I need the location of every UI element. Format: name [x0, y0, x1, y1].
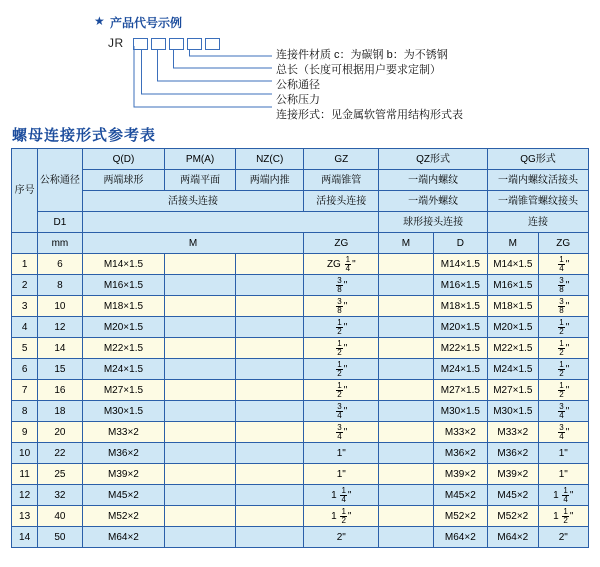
cell-qg-m: M36×2 [488, 443, 538, 464]
cell-qz-m [379, 275, 433, 296]
header-pm: PM(A) [165, 149, 236, 170]
cell-qg-m: M27×1.5 [488, 380, 538, 401]
cell-gz: 1" [304, 443, 379, 464]
cell-seq: 14 [12, 527, 38, 548]
cell-pm [165, 443, 236, 464]
cell-pm [165, 506, 236, 527]
cell-pm [165, 527, 236, 548]
cell-nz [235, 359, 304, 380]
cell-qz-m [379, 359, 433, 380]
header-unit-mm: mm [38, 233, 82, 254]
cell-qz-d: M18×1.5 [433, 296, 487, 317]
table-row [12, 254, 589, 275]
cell-gz: $\frac{1}{2}$ " [304, 338, 379, 359]
cell-qz-d: M24×1.5 [433, 359, 487, 380]
code-box [169, 38, 184, 50]
header-unit-qz-m: M [379, 233, 433, 254]
cell-pm [165, 401, 236, 422]
header-seq-label: 序号 [14, 185, 35, 196]
cell-qg-zg: $\frac{1}{2}$ " [538, 338, 589, 359]
header-qz-sub: 一端外螺纹 [379, 191, 488, 212]
cell-dn: 14 [38, 338, 82, 359]
header-unit-seq [12, 233, 38, 254]
cell-nz [235, 464, 304, 485]
legend-item-nominal-diameter: 公称通径 [276, 79, 320, 91]
cell-qz-d: M30×1.5 [433, 401, 487, 422]
cell-nz [235, 506, 304, 527]
cell-qg-m: M30×1.5 [488, 401, 538, 422]
cell-dn: 15 [38, 359, 82, 380]
cell-qg-zg: $\frac{3}{8}$ " [538, 275, 589, 296]
cell-pm [165, 485, 236, 506]
code-box [133, 38, 148, 50]
cell-qz-d: M64×2 [433, 527, 487, 548]
cell-qd: M24×1.5 [82, 359, 165, 380]
cell-qd: M36×2 [82, 443, 165, 464]
cell-gz: $\frac{1}{2}$ " [304, 380, 379, 401]
cell-qg-m: M18×1.5 [488, 296, 538, 317]
header-row-2 [12, 170, 589, 191]
cell-seq: 9 [12, 422, 38, 443]
header-gz: GZ [304, 149, 379, 170]
table-row [12, 275, 589, 296]
legend-item-material: 连接件材质 c：为碳钢 b：为不锈钢 [276, 49, 448, 61]
cell-qz-m [379, 380, 433, 401]
cell-pm [165, 464, 236, 485]
cell-gz: 1 $\frac{1}{2}$ " [304, 506, 379, 527]
header-dn: 公称通径 [38, 149, 82, 212]
cell-qg-zg: 1" [538, 443, 589, 464]
cell-qz-m [379, 254, 433, 275]
cell-qg-zg: $\frac{3}{4}$ " [538, 422, 589, 443]
code-prefix: JR [108, 36, 124, 50]
cell-qg-zg: $\frac{1}{4}$ " [538, 254, 589, 275]
cell-nz [235, 275, 304, 296]
header-row-units [12, 233, 589, 254]
cell-qz-d: M14×1.5 [433, 254, 487, 275]
cell-seq: 13 [12, 506, 38, 527]
table-row [12, 296, 589, 317]
cell-qz-d: M16×1.5 [433, 275, 487, 296]
cell-qz-d: M20×1.5 [433, 317, 487, 338]
cell-qd: M33×2 [82, 422, 165, 443]
cell-qd: M27×1.5 [82, 380, 165, 401]
cell-seq: 7 [12, 380, 38, 401]
header-qg: QG形式 [488, 149, 589, 170]
header-row-3 [12, 191, 589, 212]
cell-qg-m: M39×2 [488, 464, 538, 485]
cell-qz-m [379, 464, 433, 485]
legend-item-connection-type: 连接形式：见金属软管常用结构形式表 [276, 109, 463, 121]
star-icon: ★ [94, 14, 105, 28]
header-row-4 [12, 212, 589, 233]
cell-nz [235, 485, 304, 506]
cell-qg-zg: $\frac{1}{2}$ " [538, 380, 589, 401]
cell-qz-m [379, 422, 433, 443]
cell-qg-zg: 1 $\frac{1}{2}$ " [538, 506, 589, 527]
header-qz-desc: 一端内螺纹 [379, 170, 488, 191]
cell-seq: 10 [12, 443, 38, 464]
table-row [12, 380, 589, 401]
cell-qg-m: M20×1.5 [488, 317, 538, 338]
table-row [12, 485, 589, 506]
cell-qd: M39×2 [82, 464, 165, 485]
table-header [12, 149, 589, 254]
cell-qd: M14×1.5 [82, 254, 165, 275]
cell-seq: 5 [12, 338, 38, 359]
header-gz-sub: 活接头连接 [304, 191, 379, 212]
header-qd-sub: 活接头连接 [82, 191, 304, 212]
cell-nz [235, 443, 304, 464]
table-body [12, 254, 589, 548]
cell-seq: 11 [12, 464, 38, 485]
header-unit-zg: ZG [304, 233, 379, 254]
cell-qg-zg: 1" [538, 464, 589, 485]
cell-gz: 2" [304, 527, 379, 548]
cell-qz-d: M52×2 [433, 506, 487, 527]
cell-qz-m [379, 485, 433, 506]
table-row [12, 338, 589, 359]
header-qz-sub2: 球形接头连接 [379, 212, 488, 233]
cell-qd: M30×1.5 [82, 401, 165, 422]
cell-qz-m [379, 338, 433, 359]
header-qg-sub2: 连接 [488, 212, 589, 233]
cell-pm [165, 317, 236, 338]
cell-gz: ZG $\frac{1}{4}$ " [304, 254, 379, 275]
cell-dn: 50 [38, 527, 82, 548]
cell-qg-m: M33×2 [488, 422, 538, 443]
header-unit-m: M [82, 233, 304, 254]
code-box [187, 38, 202, 50]
cell-qg-zg: 1 $\frac{1}{4}$ " [538, 485, 589, 506]
cell-qz-d: M27×1.5 [433, 380, 487, 401]
cell-nz [235, 380, 304, 401]
cell-qz-m [379, 401, 433, 422]
cell-qz-d: M39×2 [433, 464, 487, 485]
cell-qd: M22×1.5 [82, 338, 165, 359]
cell-gz: $\frac{3}{4}$ " [304, 422, 379, 443]
nut-connection-table [11, 148, 589, 548]
cell-nz [235, 254, 304, 275]
cell-qg-m: M45×2 [488, 485, 538, 506]
cell-dn: 18 [38, 401, 82, 422]
header-row-1 [12, 149, 589, 170]
header-qg-sub: 一端锥管螺纹接头 [488, 191, 589, 212]
cell-nz [235, 527, 304, 548]
cell-dn: 12 [38, 317, 82, 338]
cell-qg-m: M52×2 [488, 506, 538, 527]
cell-dn: 16 [38, 380, 82, 401]
cell-pm [165, 359, 236, 380]
cell-qd: M64×2 [82, 527, 165, 548]
cell-qz-m [379, 296, 433, 317]
cell-pm [165, 422, 236, 443]
header-seq [12, 149, 38, 233]
header-nz: NZ(C) [235, 149, 304, 170]
legend-item-length: 总长（长度可根据用户要求定制） [276, 64, 441, 76]
table-row [12, 359, 589, 380]
header-qd-desc: 两端球形 [82, 170, 165, 191]
cell-qg-zg: $\frac{3}{4}$ " [538, 401, 589, 422]
cell-qz-d: M22×1.5 [433, 338, 487, 359]
cell-seq: 8 [12, 401, 38, 422]
table-row [12, 422, 589, 443]
header-qg-desc: 一端内螺纹活接头 [488, 170, 589, 191]
header-qz: QZ形式 [379, 149, 488, 170]
table-row [12, 464, 589, 485]
cell-qg-m: M24×1.5 [488, 359, 538, 380]
cell-seq: 3 [12, 296, 38, 317]
cell-nz [235, 338, 304, 359]
legend-items [276, 48, 463, 123]
cell-qg-zg: $\frac{1}{2}$ " [538, 317, 589, 338]
cell-seq: 4 [12, 317, 38, 338]
cell-qg-m: M14×1.5 [488, 254, 538, 275]
cell-qg-zg: $\frac{3}{8}$ " [538, 296, 589, 317]
cell-pm [165, 296, 236, 317]
cell-qz-d: M36×2 [433, 443, 487, 464]
header-nz-desc: 两端内推 [235, 170, 304, 191]
cell-qz-m [379, 443, 433, 464]
cell-gz: 1 $\frac{1}{4}$ " [304, 485, 379, 506]
cell-qg-m: M64×2 [488, 527, 538, 548]
cell-gz: $\frac{3}{8}$ " [304, 275, 379, 296]
header-unit-qz-d: D [433, 233, 487, 254]
cell-dn: 25 [38, 464, 82, 485]
header-pm-desc: 两端平面 [165, 170, 236, 191]
cell-dn: 20 [38, 422, 82, 443]
cell-nz [235, 401, 304, 422]
page-title: 螺母连接形式参考表 [12, 127, 157, 144]
nut-connection-table-wrapper [11, 148, 589, 548]
code-boxes [133, 38, 220, 50]
cell-qg-m: M16×1.5 [488, 275, 538, 296]
cell-qg-m: M22×1.5 [488, 338, 538, 359]
header-gz-desc: 两端锥管 [304, 170, 379, 191]
cell-qd: M52×2 [82, 506, 165, 527]
cell-qz-m [379, 527, 433, 548]
table-row [12, 443, 589, 464]
cell-qz-m [379, 317, 433, 338]
cell-dn: 6 [38, 254, 82, 275]
table-row [12, 506, 589, 527]
product-code-legend [0, 0, 600, 121]
table-row [12, 317, 589, 338]
cell-dn: 8 [38, 275, 82, 296]
table-row [12, 527, 589, 548]
table-row [12, 401, 589, 422]
code-box [151, 38, 166, 50]
cell-pm [165, 254, 236, 275]
cell-nz [235, 317, 304, 338]
cell-qz-d: M33×2 [433, 422, 487, 443]
header-d1: D1 [38, 212, 82, 233]
cell-qz-d: M45×2 [433, 485, 487, 506]
cell-qz-m [379, 506, 433, 527]
cell-gz: 1" [304, 464, 379, 485]
header-qd: Q(D) [82, 149, 165, 170]
cell-qg-zg: 2" [538, 527, 589, 548]
legend-item-nominal-pressure: 公称压力 [276, 94, 320, 106]
cell-qg-zg: $\frac{1}{2}$ " [538, 359, 589, 380]
cell-nz [235, 422, 304, 443]
code-box [205, 38, 220, 50]
cell-gz: $\frac{1}{2}$ " [304, 317, 379, 338]
header-unit-qg-zg: ZG [538, 233, 589, 254]
cell-seq: 12 [12, 485, 38, 506]
header-unit-qg-m: M [488, 233, 538, 254]
cell-dn: 22 [38, 443, 82, 464]
cell-qd: M18×1.5 [82, 296, 165, 317]
cell-seq: 2 [12, 275, 38, 296]
header-blank [82, 212, 379, 233]
cell-dn: 32 [38, 485, 82, 506]
legend-title: 产品代号示例 [110, 16, 183, 30]
cell-seq: 1 [12, 254, 38, 275]
cell-qd: M45×2 [82, 485, 165, 506]
cell-seq: 6 [12, 359, 38, 380]
cell-gz: $\frac{1}{2}$ " [304, 359, 379, 380]
cell-gz: $\frac{3}{4}$ " [304, 401, 379, 422]
cell-dn: 40 [38, 506, 82, 527]
cell-pm [165, 338, 236, 359]
cell-nz [235, 296, 304, 317]
cell-qd: M20×1.5 [82, 317, 165, 338]
cell-dn: 10 [38, 296, 82, 317]
cell-pm [165, 275, 236, 296]
cell-pm [165, 380, 236, 401]
cell-gz: $\frac{3}{8}$ " [304, 296, 379, 317]
cell-qd: M16×1.5 [82, 275, 165, 296]
